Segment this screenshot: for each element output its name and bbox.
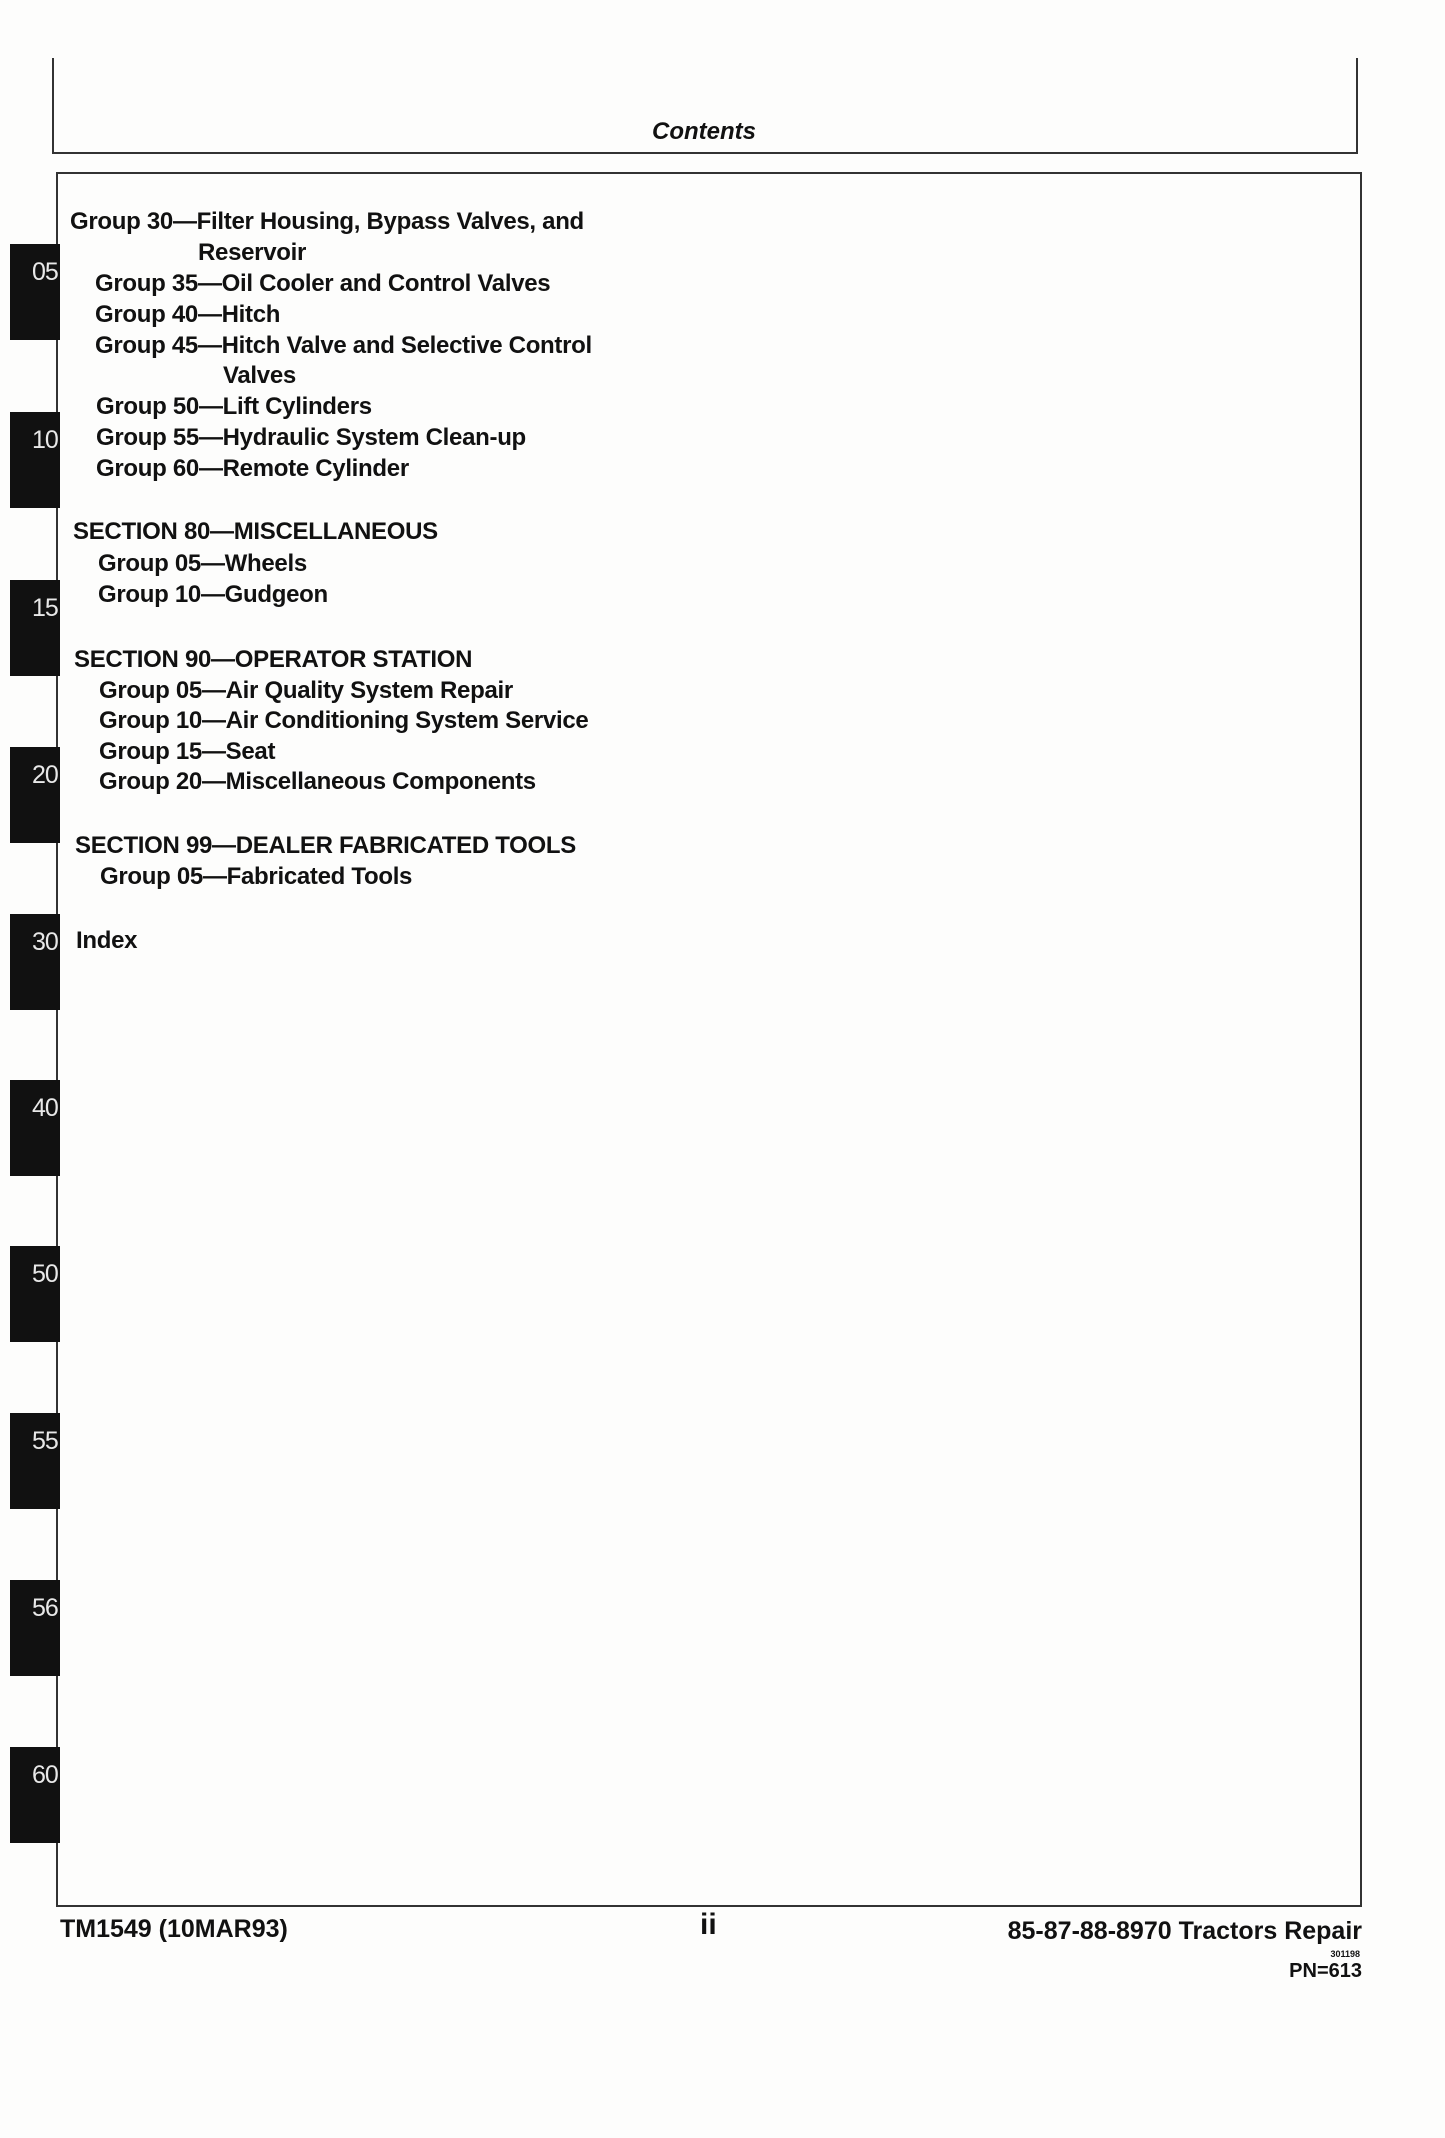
- page-title: Contents: [652, 118, 756, 145]
- section-tab-30[interactable]: 30: [10, 914, 60, 1010]
- toc-section-heading[interactable]: SECTION 90—OPERATOR STATION: [74, 646, 473, 673]
- toc-entry[interactable]: Group 45—Hitch Valve and Selective Control: [95, 332, 592, 359]
- toc-section-heading[interactable]: SECTION 80—MISCELLANEOUS: [73, 518, 438, 545]
- toc-entry[interactable]: Group 60—Remote Cylinder: [96, 455, 409, 482]
- toc-entry[interactable]: Group 40—Hitch: [95, 301, 281, 328]
- toc-section-heading[interactable]: SECTION 99—DEALER FABRICATED TOOLS: [75, 832, 576, 859]
- toc-entry[interactable]: Group 30—Filter Housing, Bypass Valves, and: [70, 208, 584, 235]
- manual-title: 85-87-88-8970 Tractors Repair: [1007, 1917, 1362, 1945]
- page-part-number: PN=613: [1289, 1960, 1362, 1982]
- toc-entry[interactable]: Group 35—Oil Cooler and Control Valves: [95, 270, 551, 297]
- section-tab-05[interactable]: 05: [10, 244, 60, 340]
- page-number: ii: [700, 1908, 717, 1941]
- section-tab-15[interactable]: 15: [10, 580, 60, 676]
- toc-entry[interactable]: Group 05—Air Quality System Repair: [99, 677, 513, 704]
- section-tab-55[interactable]: 55: [10, 1413, 60, 1509]
- toc-entry[interactable]: Group 05—Fabricated Tools: [100, 863, 413, 890]
- toc-entry-continuation[interactable]: Reservoir: [198, 239, 307, 266]
- section-tab-40[interactable]: 40: [10, 1080, 60, 1176]
- toc-entry[interactable]: Group 55—Hydraulic System Clean-up: [96, 424, 526, 451]
- toc-entry[interactable]: Group 20—Miscellaneous Components: [99, 768, 536, 795]
- toc-entry[interactable]: Group 05—Wheels: [98, 550, 307, 577]
- section-tab-50[interactable]: 50: [10, 1246, 60, 1342]
- section-tab-56[interactable]: 56: [10, 1580, 60, 1676]
- document-id: TM1549 (10MAR93): [60, 1915, 288, 1943]
- section-tab-10[interactable]: 10: [10, 412, 60, 508]
- toc-entry[interactable]: Group 10—Gudgeon: [98, 581, 328, 608]
- toc-entry-continuation[interactable]: Valves: [223, 362, 296, 389]
- toc-entry[interactable]: Group 15—Seat: [99, 738, 276, 765]
- toc-index-heading[interactable]: Index: [76, 927, 138, 954]
- toc-entry[interactable]: Group 50—Lift Cylinders: [96, 393, 372, 420]
- section-tab-20[interactable]: 20: [10, 747, 60, 843]
- revision-code: 301198: [1330, 1949, 1360, 1959]
- section-tab-60[interactable]: 60: [10, 1747, 60, 1843]
- toc-entry[interactable]: Group 10—Air Conditioning System Service: [99, 707, 589, 734]
